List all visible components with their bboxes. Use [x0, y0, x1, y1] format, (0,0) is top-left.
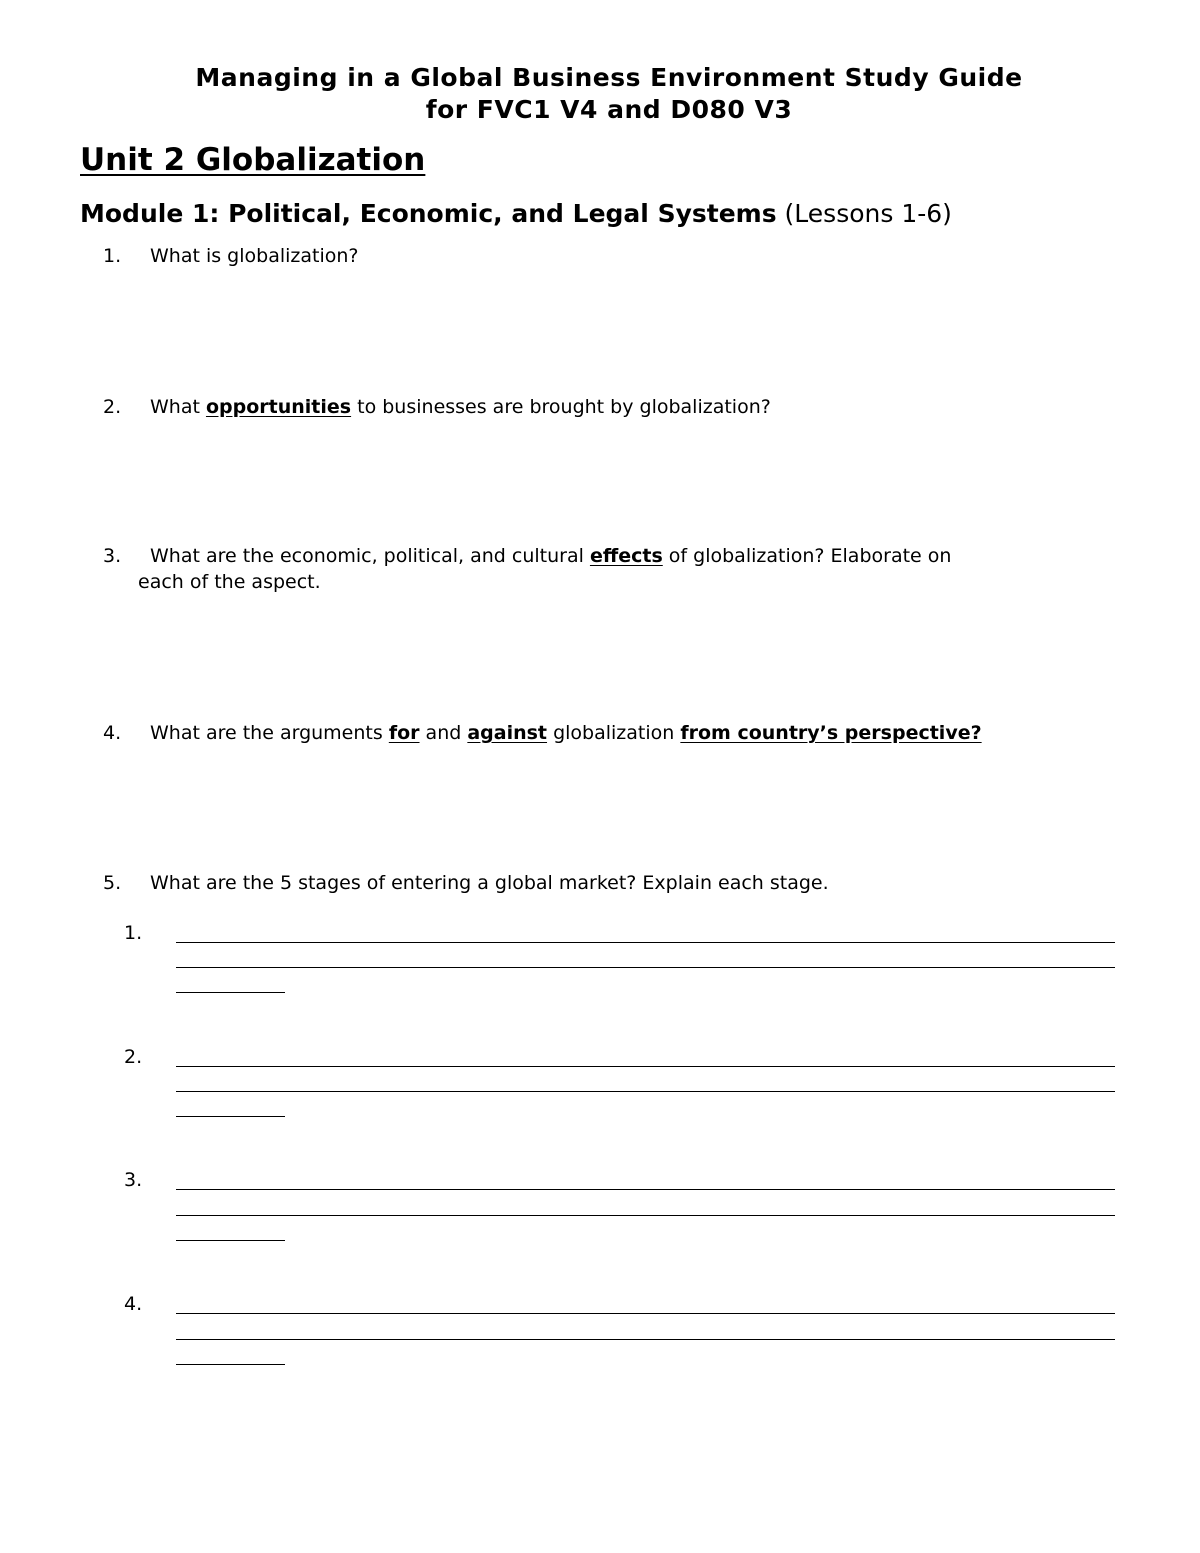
question-text: What are the 5 stages of entering a global market? Explain each stage.	[150, 872, 829, 894]
question-text-part: What are the economic, political, and cultural	[150, 545, 590, 567]
answer-line[interactable]	[176, 1116, 285, 1117]
question-text-part: to businesses are brought by globalization?	[351, 396, 771, 418]
question-text	[150, 543, 951, 569]
question-number: 3.	[103, 545, 122, 567]
answer-line[interactable]	[176, 967, 1115, 968]
answer-line[interactable]	[176, 1313, 1115, 1314]
question-number: 4.	[103, 722, 122, 744]
answer-line[interactable]	[176, 1091, 1115, 1092]
answer-line[interactable]	[176, 1189, 1115, 1190]
question-text-part: globalization	[547, 722, 681, 744]
question-text	[150, 394, 771, 420]
question-number: 2.	[103, 396, 122, 418]
answer-line[interactable]	[176, 1339, 1115, 1340]
stage-number: 1.	[124, 922, 143, 944]
answer-line[interactable]	[176, 992, 285, 993]
answer-line[interactable]	[176, 1364, 285, 1365]
emphasized-term: opportunities	[205, 396, 352, 418]
question-text: What is globalization?	[150, 245, 359, 267]
question-number: 5.	[103, 872, 122, 894]
question-text-part: What	[150, 396, 206, 418]
answer-line[interactable]	[176, 1215, 1115, 1216]
emphasized-term: effects	[589, 545, 663, 567]
answer-line[interactable]	[176, 1240, 285, 1241]
question-text-part: What are the arguments	[150, 722, 389, 744]
stage-number: 2.	[124, 1046, 143, 1068]
question-number: 1.	[103, 245, 122, 267]
module-heading	[80, 199, 952, 228]
question-text-continuation: each of the aspect.	[138, 571, 321, 593]
question-text	[150, 720, 982, 746]
question-text-part: of globalization? Elaborate on	[662, 545, 952, 567]
question-text-part: and	[419, 722, 468, 744]
answer-line[interactable]	[176, 942, 1115, 943]
answer-line[interactable]	[176, 1066, 1115, 1067]
module-heading-main: Module 1: Political, Economic, and Legal Systems	[80, 199, 777, 228]
unit-heading: Unit 2 Globalization	[80, 142, 426, 178]
module-heading-lessons: (Lessons 1-6)	[784, 199, 952, 228]
stage-number: 3.	[124, 1169, 143, 1191]
stage-number: 4.	[124, 1293, 143, 1315]
emphasized-term: for	[388, 722, 420, 744]
document-title-line-1: Managing in a Global Business Environment Study Guide	[195, 63, 1023, 92]
emphasized-term: from country’s perspective?	[680, 722, 982, 744]
document-title-line-2: for FVC1 V4 and D080 V3	[425, 95, 793, 124]
emphasized-term: against	[467, 722, 548, 744]
